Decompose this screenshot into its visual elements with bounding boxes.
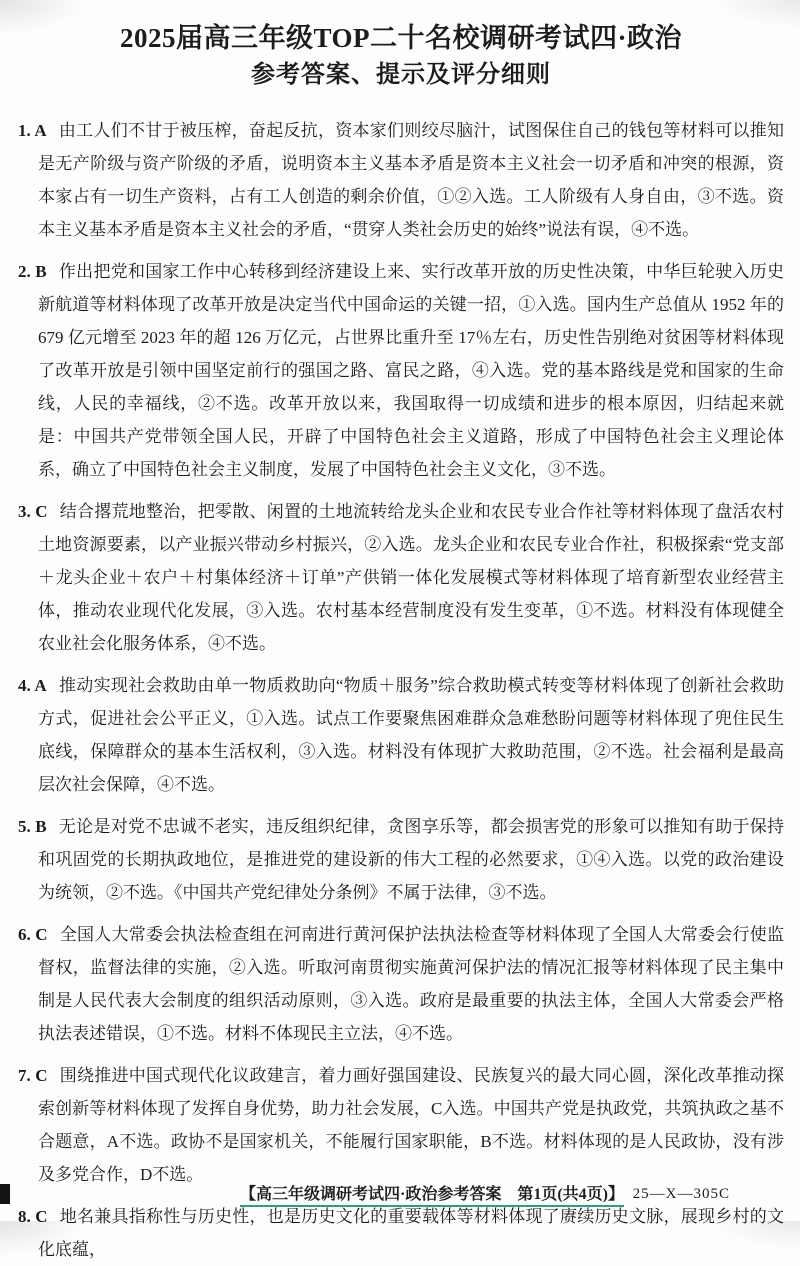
answer-item-text: 推动实现社会救助由单一物质救助向“物质＋服务”综合救助模式转变等材料体现了创新社会救助方式，促进社会公平正义，①入选。试点工作要聚焦困难群众急难愁盼问题等材料体现了兜住民生底线，保障群众的基本生活权利，③入选。材料没有体现扩大救助范围，②不选。社会福利是最高层次社会保障，④不选。 [38,675,784,794]
footer-edge-mark [0,1184,10,1204]
answer-item-text: 由工人们不甘于被压榨，奋起反抗，资本家们则绞尽脑汁，试图保住自己的钱包等材料可以推知是无产阶级与资产阶级的矛盾，说明资本主义基本矛盾是资本主义社会一切矛盾和冲突的根源，资本家占有一切生产资料，占有工人创造的剩余价值，①②入选。工人阶级有人身自由，③不选。资本主义基本矛盾是资本主义社会的矛盾，“贯穿人类社会历史的始终”说法有误，④不选。 [38,120,785,239]
answer-item-6 [18,918,784,1050]
answer-item-text: 无论是对党不忠诚不老实，违反组织纪律，贪图享乐等，都会损害党的形象可以推知有助于保持和巩固党的长期执政地位，是推进党的建设新的伟大工程的必然要求，①④入选。以党的政治建设为统领，②不选。《中国共产党纪律处分条例》不属于法律，③不选。 [38,816,785,902]
page-subtitle: 参考答案、提示及评分细则 [251,62,551,89]
answer-item-label: 3. C [18,501,48,521]
answer-item-2 [18,255,784,486]
answer-item-label: 6. C [18,924,48,944]
answer-item-label: 4. A [18,675,47,695]
title-block [18,20,784,92]
answer-item-text: 作出把党和国家工作中心转移到经济建设上来、实行改革开放的历史性决策，中华巨轮驶入历史新航道等材料体现了改革开放是决定当代中国命运的关键一招，①入选。国内生产总值从 1952 年的 679 亿元增至 2023 年的超 126 万亿元，占世界比重升至 17％左右，历史性告别绝对贫困等材料体现了改革开放是引领中国坚定前行的强国之路、富民之路，④入选。党的基本路线是党和国家的生命线，人民的幸福线，②不选。改革开放以来，我国取得一切成绩和进步的根本原因，归结起来就是：中国共产党带领全国人民，开辟了中国特色社会主义道路，形成了中国特色社会主义理论体系，确立了中国特色社会主义制度，发展了中国特色社会主义文化，③不选。 [38,261,785,479]
answer-item-3 [18,495,784,660]
answer-list [18,114,784,1266]
answer-item-text: 结合撂荒地整治，把零散、闲置的土地流转给龙头企业和农民专业合作社等材料体现了盘活农村土地资源要素，以产业振兴带动乡村振兴，②入选。龙头企业和农民专业合作社，积极探索“党支部＋龙头企业＋农户＋村集体经济＋订单”产供销一体化发展模式等材料体现了培育新型农业经营主体，推动农业现代化发展，③入选。农村基本经营制度没有发生变革，①不选。材料没有体现健全农业社会化服务体系，④不选。 [38,501,784,653]
answer-item-1 [18,114,784,246]
answer-item-text: 全国人大常委会执法检查组在河南进行黄河保护法执法检查等材料体现了全国人大常委会行使监督权，监督法律的实施，②入选。听取河南贯彻实施黄河保护法的情况汇报等材料体现了民主集中制是人民代表大会制度的组织活动原则，③入选。政府是最重要的执法主体，全国人大常委会严格执法表述错误，①不选。材料不体现民主立法，④不选。 [38,924,784,1043]
answer-item-label: 7. C [18,1065,48,1085]
answer-item-5 [18,810,784,909]
answer-item-8 [18,1200,784,1266]
footer-exam-label: 【高三年级调研考试四·政治参考答案 第1页(共4页)】 [240,1181,624,1207]
answer-item-text: 地名兼具指称性与历史性，也是历史文化的重要载体等材料体现了赓续历史文脉，展现乡村的文化底蕴， [38,1206,784,1259]
answer-item-4 [18,669,784,801]
page-footer [0,1181,800,1207]
answer-item-label: 5. B [18,816,47,836]
answer-item-label: 2. B [18,261,47,281]
footer-code: 25—X—305C [632,1185,730,1202]
answer-item-7 [18,1059,784,1191]
page-title: 2025届高三年级TOP二十名校调研考试四·政治 [119,23,683,53]
answer-item-label: 1. A [18,120,47,140]
answer-item-text: 围绕推进中国式现代化议政建言，着力画好强国建设、民族复兴的最大同心圆，深化改革推动探索创新等材料体现了发挥自身优势，助力社会发展，C入选。中国共产党是执政党，共筑执政之基不合题意，A不选。政协不是国家机关，不能履行国家职能，B不选。材料体现的是人民政协，没有涉及多党合作，D不选。 [38,1065,784,1184]
answer-item-label: 8. C [18,1206,48,1226]
